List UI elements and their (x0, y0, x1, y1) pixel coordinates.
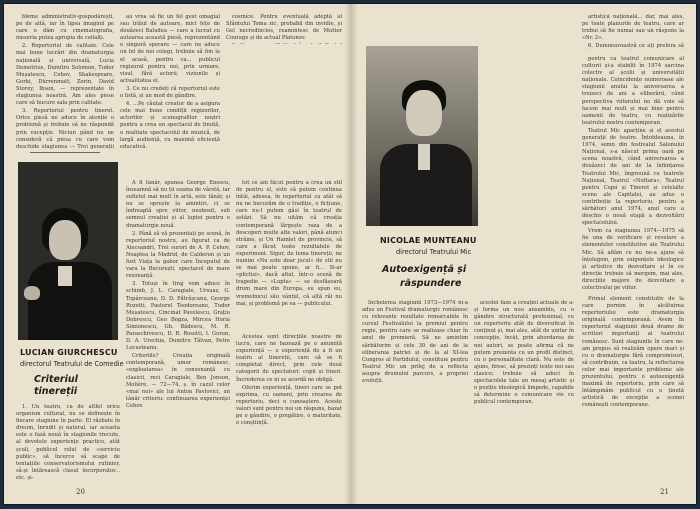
paragraph: Încheierea stagiunii 1973—1974 ni-a adus un Festival dramaturgic românesc cu relevante rezultate remarcabile în cursul Festivalului la premiul pentru regie, pentru care se realizase chiar în anul de premieră. Să ne amintim sărbătorim și cele 30 de ani de la eliberarea patriei și de la al XI-lea Congres al Partidului, constituie pentru Teatrul Mic un prilej de a reflecta asupra drumului parcurs, a propriei evoluții. (362, 300, 468, 385)
person-name: LUCIAN GIURCHESCU (20, 348, 118, 357)
paragraph: Criteriile? Creația originală contemporană, umor românesc, «exploatarea» în consonanță cu clasicii, reci Caragiale, Ben Jonson, Molière, — 72—74, ș. în cazul celor «mai noi» ale lui Anton Pavlovici, un tânăr criteriu: continuarea experienței Cehov. (126, 353, 230, 409)
photo-shirt (418, 144, 430, 170)
right-page (356, 10, 690, 500)
left-column-7 (236, 334, 342, 480)
paragraph: acestei faze a creației actuale de a-și forma un nou ansamblu, cu o gândire structurată profesional, cu un repertoriu atât de diversificat în conținut și, mai ales, atât de unitar în concepție, încât, prin abordarea de noi autori, se poate afirma că ne putem prezenta cu un profil distinct, cu o personalitate clară. Nu este de ajuns, firesc, să prezinți texte noi sau clasice; trebuie să aduci în spectacolele tale un mesaj artistic și o poziție ideologică limpede, capabile să determine o comunicare vie cu publicul contemporan. (474, 300, 574, 406)
paragraph: 6. Dumneavoastră ce ați prefera să (588, 43, 684, 50)
left-page (10, 10, 346, 500)
article-title-line-2: răspundere (400, 278, 462, 289)
paragraph: pentru ca teatrul comunicare al culturii și-a stabilit în 1974 sarcina colectiv al școlii și universității naționale. Coincidențe numeroase ale stagiunii anului la aniversarea a treizeci de ani a eliberării, când perspectiva viitorului ne dă voie să facem mai mult și mai bine pentru oamenii de teatru, cu realizările teatrului nostru contemporan. (582, 56, 684, 126)
paragraph: 2. Până să vă prezentați pe scenă, în repertoriul nostru, au figurat ca de Alecsandri, Trei surori de A. P. Cehov, Noaptea la Madrid, de Calderon și un fost Viața la gabor care Începutul de vara la București, spectacol de mare rezonanță. (126, 230, 230, 280)
left-column-5 (16, 404, 120, 480)
article-title-line-1: Criteriul (34, 374, 78, 385)
paragraph: Oferim experiență, tineri care se pot exprima, cu oameni, prin crearea de repertoriu, deci o cunoaștere. Aceste valori sunt pentru noi un răspuns, bazat pe o gândire, o pregătire, o maturitate, o conștiință. (236, 384, 342, 427)
photo-shirt (58, 266, 72, 286)
paragraph: 3. Totuși în tiraj vom aduce în schimb, J. L. Caragiale, Ursuaz, G. Topârceanu, D. D. Pătrășcanu, George Rozetti, Pastorel Teodoreanu, Tudor Mușatescu, Cincinat Pavelescu, Grațiu Dobrescu, Geo Bogza, Mircea Horia Simionescu, Gh. Bădescu, M. R. Paraschivescu, D. R. Rosetti, I. Gorun, D. A. Urechia, Dumitru Tâlvan, Petre Locusteanu. (126, 281, 230, 352)
photo-face (49, 220, 81, 260)
right-column-4 (362, 300, 468, 480)
paragraph: 1. Un teatru, ca de altfel orice organism cultural, nu se definește în fiecare stagiune în parte. El răzbate în dreum, înrudit și natural, iar aceasta este o fază nouă în stagiunile trecute, al devotele experiențe practice, atât școli, publicul rolul de «serviciu public», să încerce să scape de tentațiile conservatorismului rutinier, să-și întărească clasul încorporator... etc. și- (16, 404, 120, 480)
right-column-2 (582, 56, 684, 292)
right-column-3 (582, 296, 684, 480)
book-spread (4, 4, 696, 504)
paragraph: cosmice. Pentru eventuală adeptă al Sfântului Toma zic, probabil din invidie, și Gel necredincios, reamintesc de Mutter Courage și de actual Platonov. (226, 14, 342, 42)
divider (30, 152, 100, 153)
paragraph: artistică națională... dar, mai ales, pe toate planurile de teatru, care ar trebui să fie numai sau un răspuns la «Nr. 2». (582, 14, 684, 42)
left-column-2 (120, 14, 220, 150)
article-title-line-2: tinereții (34, 386, 78, 397)
paragraph: Teatrul Mic aparține și el acestui generații de teatre. Întotdeauna, în 1974, semn din festivalul Salonului Național, s-a născut prima oară pe scena noastră, când aniversarea a douăzeci de ani de la înființarea Teatrului Mic, împreună cu teatrele Național, Teatrul «Nottara», Teatrul pentru Copii și Tineret și celelalte scene ale Capitalei, au adus o contribuție la repertoriu, pentru a sărbători anul 1974, anul care a deschis o nouă etapă a dezvoltării spectacolului. (582, 127, 684, 227)
left-column-4 (226, 14, 342, 44)
page-number-left: 20 (76, 488, 85, 496)
paragraph (226, 43, 342, 44)
paragraph: 4. ...Pe căutat creator de a asigura cele mai bune condiții regizorilor, actorilor și scenografilor noștri pentru a crea un spectacol de ținută, o realitate spectacolul de muzică, de largă audiență, cu maximă eficiență educativă. (120, 101, 220, 150)
left-column-6 (236, 180, 342, 330)
paragraph: tot ce am făcut pentru a crea un stil de pentru el, este să putem continua întâi, adesea, în repertoriul ca atât să nu ne bucurăm de o tradiție, o ficțiune, care nu-l putem găsi în teatrul de astăzi. Să nu uităm că creația contemporană lărgește raza de a descoperi multe alte valori, până atunci străine, și Un Hamlet de provincie, să care a făcut toate rezultatele de experiment. Sigur, de tema tinereții, ne numim «Nu este doar jocul» de stil nu se mai poate spune, ar fi... Si-ar «plictisi», dacă altul, într-o scenă de tragedie — «Lupta» — se desfășoară drum mare din Europa, eu spun eu, vremelnicul său vântul, că altă răi nu mai, și problemă pe ea — publicului. (236, 180, 342, 307)
portrait-photo-nicolae-munteanu (366, 46, 478, 226)
article-title-line-1: Autoexigență și (382, 264, 467, 275)
photo-face (406, 90, 442, 136)
right-column-top-left (360, 14, 466, 34)
left-column-1 (16, 14, 114, 150)
paragraph: Acestea sunt direcțiile noastre de lucru, care ne bazează pe o anumită experiență — o experiență de a fi un teatru al tinereții, care să se fi completat direct, prin cele două categorii de spectatori: copii și tineri. Încrederea ce ni se acordă ne obligă. (236, 334, 342, 383)
person-role: directorul Teatrului Mic (396, 248, 472, 256)
right-column-5 (474, 300, 574, 480)
paragraph: 3. Repertoriul pentru tineret. Orice piesă ne aduce în atenție o problemă și trebuie să ne răspundă prin excepție. Niciun gând nu ne consideră că piesa cu care vom deschide stagiunea — Trei generații (16, 108, 114, 150)
paragraph: 2. Repertoriul de calitate. Cele mai bune lucrări din dramaturgia națională și universală, Lucia Demetrius, Dumitru Solomon, Tudor Mușatescu, Cehov, Shakespeare, Gorki, Dürrenmatt, Zorin, David Storey, Ibsen, — reprezentate în stagiunea noastră. Am ales piese care să bucure sala prin calitate. (16, 43, 114, 107)
right-column-1 (582, 14, 684, 50)
paragraph: Vrem ca stagiunea 1974—1975 să fie una de verificare și revelare a elementelor constitutive ale Teatrului Mic. Să aflăm ce nu ne-a ajuns să înțelegem, prin exigențele ideologice și artistice de dezvoltare și în ce direcție trebuie să mergem, mai ales, direcțiile majore de dezvoltare a colectivului pe viitor. (582, 228, 684, 291)
left-column-3 (126, 180, 230, 480)
person-name: NICOLAE MUNTEANU (380, 236, 477, 245)
paragraph: 3. Ce nu credeți că repertoriul este o listă, și un mod de gândire. (120, 85, 220, 100)
portrait-photo-lucian-giurchescu (18, 162, 118, 340)
paragraph: au vrea să fie un fel gest omagial sau trăiul de autoare, mici fețe de douăzeci Baludea — care a lucrat cu autoarea această piesă, reprezentând o singură sperare — care ne aduce un fel de noi colegi, trebuie să fim la el acasă, pentru ca... publicul regizoral pentru noi, prin urmare, visul, fără actorii, viziunile și actualitatea ei. (120, 14, 220, 84)
paragraph: A fi tânăr, spunea George Enescu, înseamnă să nu ții seama de vârstă, iar sufletul mai mult în artă, este tânăr, și nu se oprește la amintiri, ci se îndreaptă spre viitor, neobosit, sub semnul creației și al luptei pentru o dramaturgie nouă. (126, 180, 230, 229)
photo-hand (24, 286, 40, 300)
paragraph: bleme administrativ-gospodărești, pe de altă, iar în lipsa imaginii pe care o dăm cu cinematografia, meseria putea apropia de ceilalți. (16, 14, 114, 42)
paragraph: Primul element constitutiv de la care pornim în alcătuirea repertoriului este dramaturgia originală contemporană. Avem în repertoriul stagiunii două drame de scriitori importanți ai teatrului românesc. Sunt stagiunile în care ne-am propus să realizăm opere mari și cu o dramaturgie fără compromisuri, să contribuim, ca teatru, la reflectarea celor mai importante probleme ale prezentului, pentru o autoexigență maximă de repertoriu, prin care să întâmpinăm publicul cu o ținută artistică de excepție a scenei românești contemporane. (582, 296, 684, 409)
person-role: directorul Teatrului de Comedie (20, 360, 124, 368)
page-number-right: 21 (660, 488, 669, 496)
